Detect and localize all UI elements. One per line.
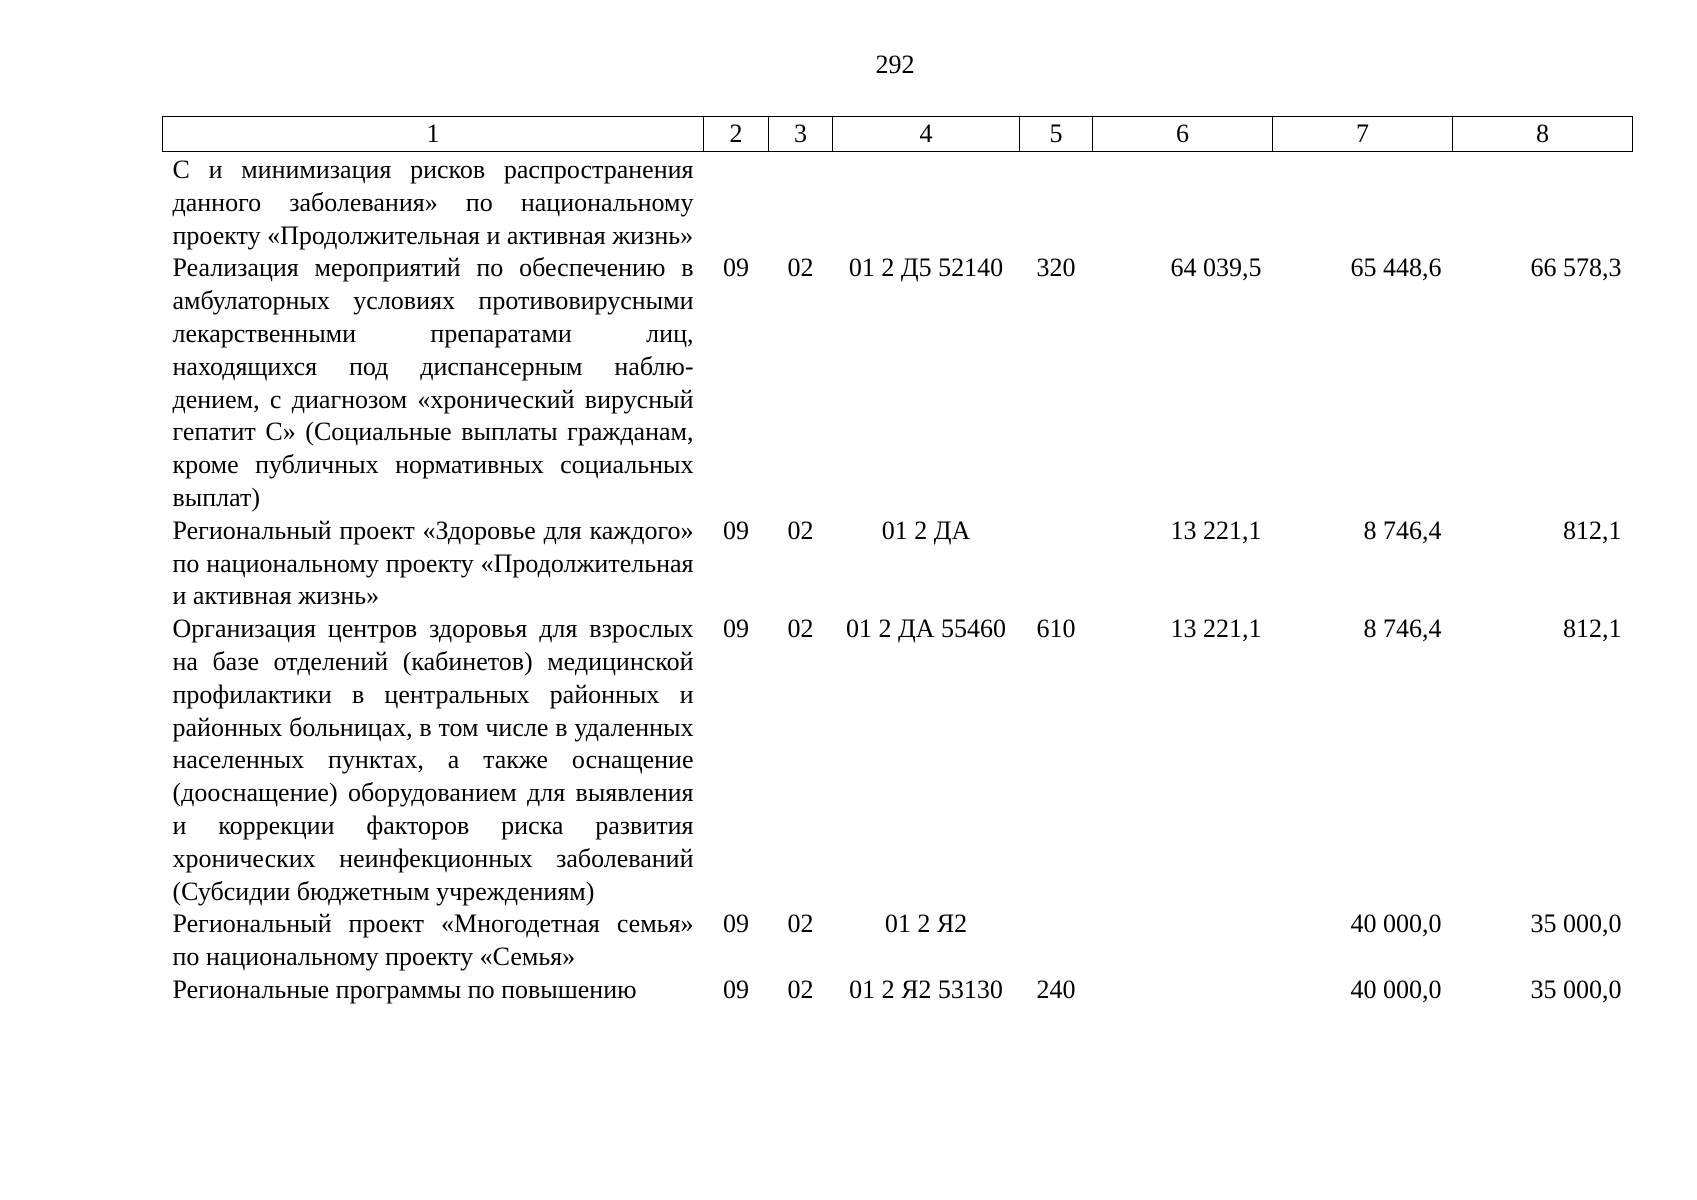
- row-amount-col-7: 8 746,4: [1363, 515, 1442, 545]
- row-expense-type: 610: [1036, 614, 1076, 644]
- table-row: [163, 974, 1633, 1007]
- header-row: [163, 117, 1633, 152]
- table-row: [163, 613, 1633, 908]
- row-amount-col-6: [1093, 152, 1273, 253]
- row-amount-col-8: 35 000,0: [1530, 974, 1622, 1004]
- table-body: [163, 152, 1633, 1007]
- table-row: [163, 908, 1633, 974]
- header-col-4: 4: [833, 117, 1020, 152]
- row-name: Реализация мероприятий по обеспечению в амбулаторных условиях противовирусными лекарственными препаратами лиц, находящихся под диспансерным наблюдением, с диагнозом «хронический вирусный гепатит С» (Социальные выплаты гражданам, кроме публичных нормативных социальных выплат): [172, 253, 694, 512]
- header-col-1: 1: [163, 117, 704, 152]
- row-expense-type: [1020, 152, 1093, 253]
- row-expense-type: 240: [1036, 974, 1076, 1004]
- header-col-8: 8: [1453, 117, 1633, 152]
- row-amount-col-7: 40 000,0: [1350, 909, 1442, 939]
- row-amount-col-6: 13 221,1: [1170, 515, 1262, 545]
- row-subsection: [769, 152, 833, 253]
- row-amount-col-8: 35 000,0: [1530, 909, 1622, 939]
- table-row: [163, 515, 1633, 613]
- row-amount-col-7: 40 000,0: [1350, 974, 1442, 1004]
- row-name: С и минимизация рисков распространения данного заболевания» по национальному проекту «Продолжительная и активная жизнь»: [172, 155, 694, 250]
- row-expense-type: [1020, 515, 1093, 613]
- row-amount-col-6: [1093, 974, 1273, 1007]
- row-target-article: 01 2 Д5 52140: [848, 253, 1004, 283]
- header-col-2: 2: [704, 117, 769, 152]
- header-col-5: 5: [1020, 117, 1093, 152]
- row-amount-col-7: [1273, 152, 1453, 253]
- row-amount-col-8: 812,1: [1563, 515, 1622, 545]
- row-section: 09: [723, 515, 749, 545]
- row-section: 09: [723, 909, 749, 939]
- row-subsection: 02: [787, 974, 814, 1004]
- row-name: Региональный проект «Многодетная семья» по национальному проекту «Семья»: [172, 909, 694, 972]
- row-amount-col-7: 65 448,6: [1350, 253, 1442, 283]
- row-section: 09: [723, 253, 749, 283]
- table-header: [163, 117, 1633, 152]
- row-amount-col-8: [1453, 152, 1633, 253]
- row-target-article: [833, 152, 1020, 253]
- row-amount-col-8: 812,1: [1563, 614, 1622, 644]
- row-target-article: 01 2 Я2 53130: [849, 974, 1003, 1004]
- row-section: [704, 152, 769, 253]
- row-target-article: 01 2 ДА: [881, 515, 971, 545]
- row-target-article: 01 2 ДА 55460: [845, 614, 1006, 644]
- row-name: Региональные программы по повышению: [172, 974, 637, 1004]
- row-amount-col-6: 64 039,5: [1170, 253, 1262, 283]
- row-amount-col-6: 13 221,1: [1170, 614, 1262, 644]
- row-amount-col-8: 66 578,3: [1530, 253, 1622, 283]
- row-section: 09: [723, 614, 749, 644]
- row-amount-col-6: [1093, 908, 1273, 974]
- header-col-7: 7: [1273, 117, 1453, 152]
- row-name: Организация центров здоровья для взрослых на базе отделений (кабинетов) медицинской профилактики в центральных районных и районных больницах, в том числе в удаленных населенных пунктах, а также оснащение (дооснащение) оборудованием для выявления и коррекции факторов риска развития хронических неинфекционных заболеваний (Субсидии бюджетным учреждениям): [172, 614, 694, 906]
- header-col-6: 6: [1093, 117, 1273, 152]
- row-expense-type: [1020, 908, 1093, 974]
- row-subsection: 02: [787, 614, 814, 644]
- row-subsection: 02: [787, 515, 814, 545]
- row-section: 09: [723, 974, 749, 1004]
- page-number: 292: [875, 50, 915, 79]
- row-amount-col-7: 8 746,4: [1363, 614, 1442, 644]
- row-expense-type: 320: [1036, 253, 1076, 283]
- row-name: Региональный проект «Здоровье для каждого» по национальному проекту «Продолжительная и активная жизнь»: [172, 515, 694, 611]
- table-row: [163, 252, 1633, 514]
- row-subsection: 02: [787, 253, 814, 283]
- budget-table: [162, 116, 1633, 1007]
- row-target-article: 01 2 Я2: [884, 909, 968, 939]
- table-row: [163, 152, 1633, 253]
- header-col-3: 3: [769, 117, 833, 152]
- row-subsection: 02: [787, 909, 814, 939]
